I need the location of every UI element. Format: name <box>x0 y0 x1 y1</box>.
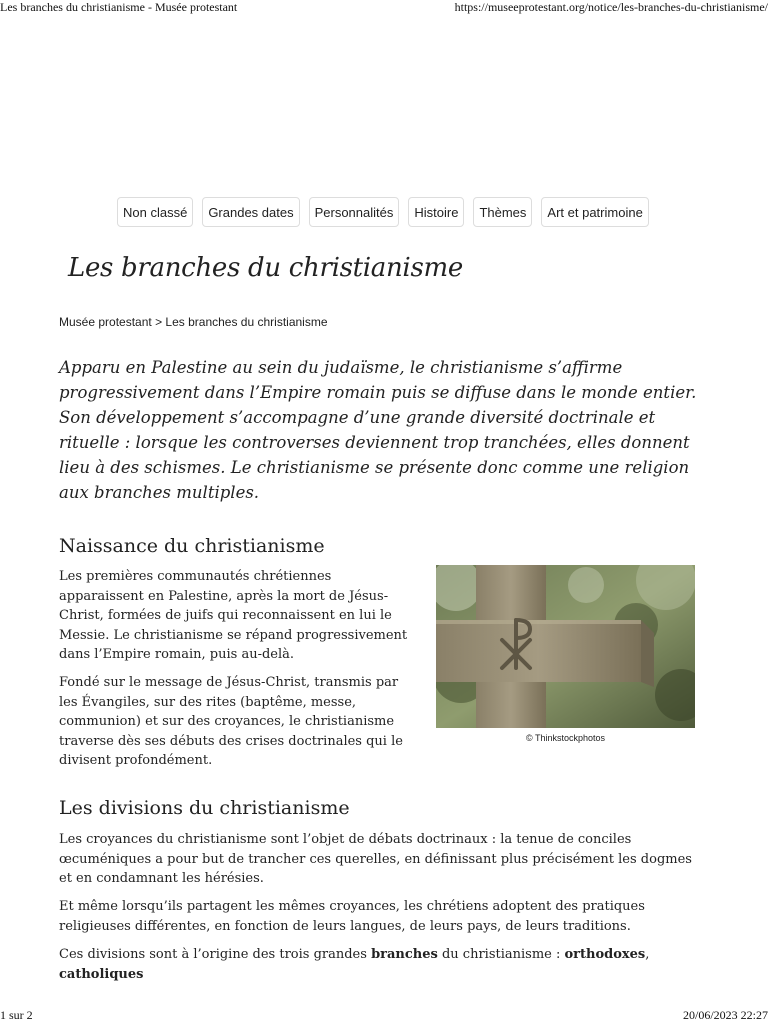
category-menu <box>117 197 649 227</box>
print-datetime: 20/06/2023 22:27 <box>682 1007 768 1022</box>
print-page-number: 1 sur 2 <box>0 1007 33 1022</box>
divisions-p3-bold-branches: branches <box>371 947 438 962</box>
print-page-url: https://museeprotestant.org/notice/les-branches-du-christianisme/ <box>454 0 768 14</box>
breadcrumb-current: Les branches du christianisme <box>165 315 328 329</box>
breadcrumb-separator: > <box>155 315 163 329</box>
divisions-paragraph-1: Les croyances du christianisme sont l’objet de débats doctrinaux : la tenue de conciles œcuméniques a pour but de trancher ces querelles, en définissant plus précisément les dogmes et en condamnant les hérésies. <box>59 832 692 886</box>
image-credit: © Thinkstockphotos <box>525 733 605 743</box>
section-heading-divisions: Les divisions du christianisme <box>59 797 350 819</box>
divisions-p3-bold-catholiques: catholiques <box>59 966 144 982</box>
menu-item-personnalites[interactable]: Personnalités <box>309 197 400 227</box>
section-heading-naissance: Naissance du christianisme <box>59 535 325 557</box>
stone-cross-image <box>436 565 695 728</box>
divisions-p3-text-start: Ces divisions sont à l’origine des trois grandes <box>59 947 372 962</box>
breadcrumb <box>59 315 328 329</box>
print-footer <box>0 1008 768 1022</box>
divisions-p3-comma: , <box>645 947 650 962</box>
menu-item-art-et-patrimoine[interactable]: Art et patrimoine <box>541 197 648 227</box>
breadcrumb-home-link[interactable]: Musée protestant <box>59 315 152 329</box>
print-page-title: Les branches du christianisme - Musée protestant <box>0 0 238 14</box>
naissance-paragraph-2: Fondé sur le message de Jésus-Christ, transmis par les Évangiles, sur des rites (baptême, messe, communion) et sur des croyances, le christianisme traverse dès ses débuts des crises doctrinales qui le divisent profondément. <box>59 675 403 768</box>
divisions-p3-bold-orthodoxes: orthodoxes <box>564 947 646 962</box>
print-header <box>0 0 768 14</box>
menu-item-histoire[interactable]: Histoire <box>408 197 464 227</box>
menu-item-themes[interactable]: Thèmes <box>473 197 532 227</box>
intro-paragraph: Apparu en Palestine au sein du judaïsme, le christianisme s’affirme progressivement dans l’Empire romain puis se diffuse dans le monde entier. Son développement s’accompagne d’une grande diversité doctrinale et rituelle : lorsque les controverses deviennent trop tranchées, elles donnent lieu à des schismes. Le christianisme se présente donc comme une religion aux branches multiples. <box>59 358 697 502</box>
divisions-paragraph-3 <box>59 945 699 984</box>
menu-item-non-classe[interactable]: Non classé <box>117 197 193 227</box>
page-title: Les branches du christianisme <box>68 253 463 283</box>
divisions-paragraph-2: Et même lorsqu’ils partagent les mêmes croyances, les chrétiens adoptent des pratiques religieuses différentes, en fonction de leurs langues, de leurs pays, de leurs traditions. <box>59 899 645 934</box>
menu-item-grandes-dates[interactable]: Grandes dates <box>202 197 299 227</box>
divisions-p3-text-middle: du christianisme : <box>437 947 565 962</box>
naissance-paragraph-1: Les premières communautés chrétiennes apparaissent en Palestine, après la mort de Jésus-Christ, formées de juifs qui reconnaissent en lui le Messie. Le christianisme se répand progressivement dans l’Empire romain, puis au-delà. <box>59 569 408 662</box>
